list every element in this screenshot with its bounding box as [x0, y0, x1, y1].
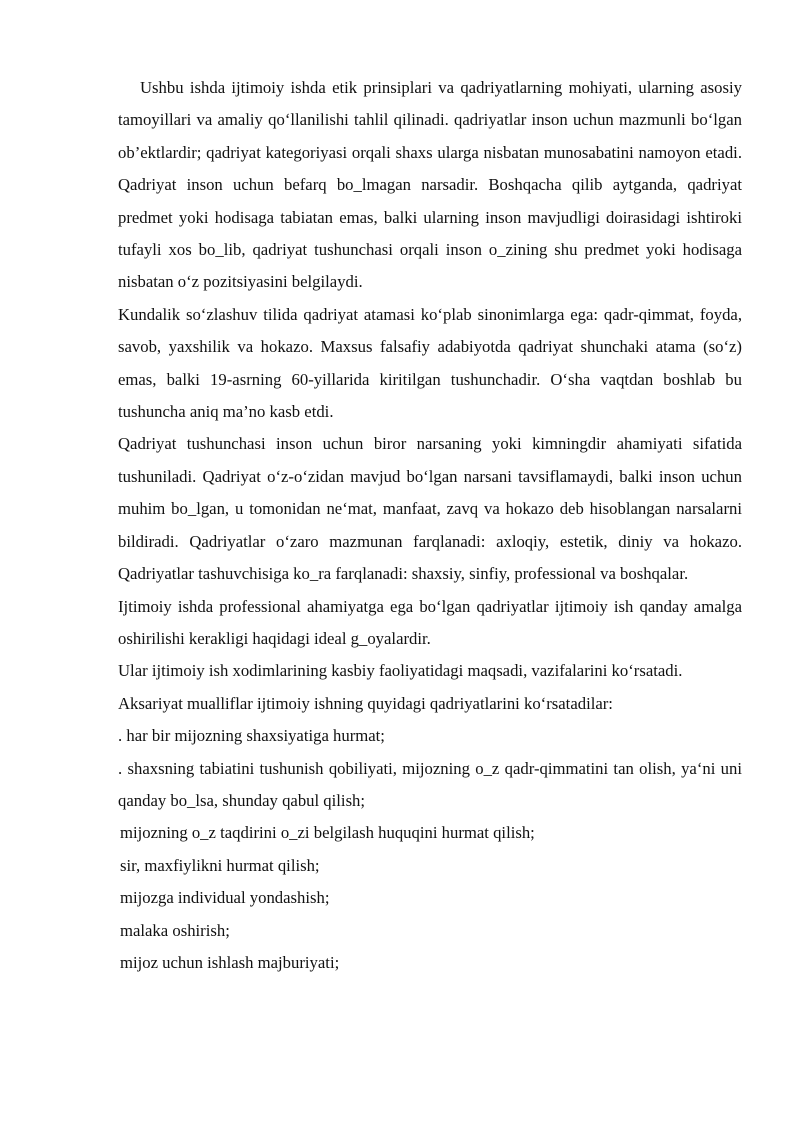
list-item-qualification: malaka oshirish;: [120, 920, 230, 940]
list-item-confidentiality: sir, maxfiylikni hurmat qilish;: [120, 855, 320, 875]
paragraph-social-workers: Ular ijtimoiy ish xodimlarining kasbiy faoliyatidagi maqsadi, vazifalarini ko‘rsatadi.: [118, 661, 683, 681]
document-body: [118, 72, 742, 979]
paragraph-professional-values: Ijtimoiy ishda professional ahamiyatga ega bo‘lgan qadriyatlar ijtimoiy ish qanday amalga oshirilishi kerakligi haqidagi ideal g_oyalardir.: [118, 596, 742, 648]
list-item-respect-personality: . har bir mijozning shaxsiyatiga hurmat;: [118, 726, 385, 746]
list-item-work-obligation: mijoz uchun ishlash majburiyati;: [120, 952, 340, 972]
paragraph-intro: Ushbu ishda ijtimoiy ishda etik prinsiplari va qadriyatlarning mohiyati, ularning asosiy tamoyillari va amaliy qo‘llanilishi tahlil qilinadi. qadriyatlar inson uchun mazmunli bo‘lgan ob’ektlardir; qadriyat kategoriyasi orqali shaxs ularga nisbatan munosabatini namoyon etadi. Qadriyat inson uchun befarq bo_lmagan narsadir. Boshqacha qilib aytganda, qadriyat predmet yoki hodisaga tabiatan emas, balki ularning inson mavjudligi doirasidagi ishtiroki tufayli xos bo_lib, qadriyat tushunchasi orqali inson o_zining shu predmet yoki hodisaga nisbatan o‘z pozitsiyasini belgilaydi.: [118, 78, 742, 292]
list-item-individual-approach: mijozga individual yondashish;: [120, 888, 330, 908]
paragraph-everyday-language: Kundalik so‘zlashuv tilida qadriyat atamasi ko‘plab sinonimlarga ega: qadr-qimmat, foyda, savob, yaxshilik va hokazo. Maxsus falsafiy adabiyotda qadriyat shunchaki atama (so‘z) emas, balki 19-asrning 60-yillarida kiritilgan tushunchadir. O‘sha vaqtdan boshlab bu tushuncha aniq ma’no kasb etdi.: [118, 304, 742, 422]
list-item-understanding-nature: . shaxsning tabiatini tushunish qobiliyati, mijozning o_z qadr-qimmatini tan olish, ya‘ni uni qanday bo_lsa, shunday qabul qilish;: [118, 758, 742, 810]
paragraph-value-concept: Qadriyat tushunchasi inson uchun biror narsaning yoki kimningdir ahamiyati sifatida tushuniladi. Qadriyat o‘z-o‘zidan mavjud bo‘lgan narsani tavsiflamaydi, balki inson uchun muhim bo_lgan, u tomonidan ne‘mat, manfaat, zavq va hokazo deb hisoblangan narsalarni bildiradi. Qadriyatlar o‘zaro mazmunan farqlanadi: axloqiy, estetik, diniy va hokazo. Qadriyatlar tashuvchisiga ko_ra farqlanadi: shaxsiy, sinfiy, professional va boshqalar.: [118, 434, 742, 584]
paragraph-authors-list-intro: Aksariyat mualliflar ijtimoiy ishning quyidagi qadriyatlarini ko‘rsatadilar:: [118, 693, 613, 713]
list-item-self-determination: mijozning o_z taqdirini o_zi belgilash huquqini hurmat qilish;: [120, 823, 535, 843]
